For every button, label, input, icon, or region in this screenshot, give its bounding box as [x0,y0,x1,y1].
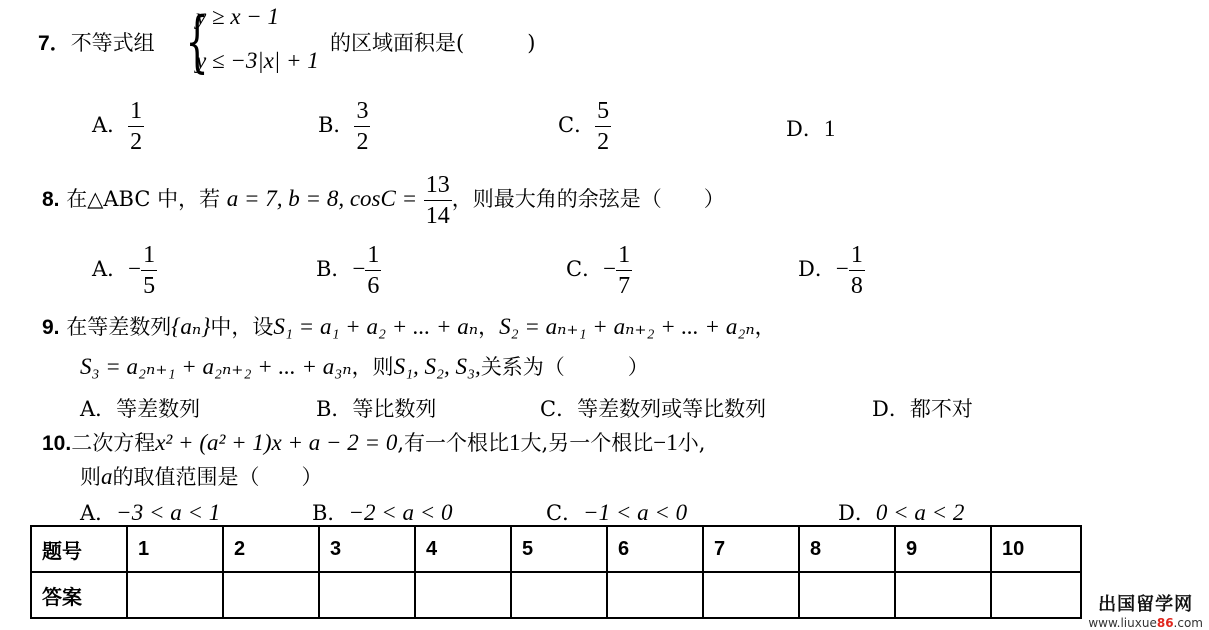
question-9-line-1: 9. 在等差数列{aₙ}中，设S₁ = a₁ + a₂ + ... + aₙ，S₂ = aₙ₊₁ + aₙ₊₂ + ... + a₂ₙ， [42,314,776,339]
table-row [31,572,1081,618]
question-number-cell: 2 [223,526,319,572]
q7-option-b: B． $\frac{3}{2}$ [318,98,369,155]
q9-option-b: B．等比数列 [316,397,437,421]
question-number-cell: 8 [799,526,895,572]
fraction: $\frac{13}{14}$ [425,172,450,229]
answer-cell[interactable] [223,572,319,618]
left-brace-icon: { [185,3,209,80]
table-header-cell: 答案 [31,572,127,618]
sum-set: S₁, S₂, S₃, [393,354,481,379]
fraction: $\frac{5}{2}$ [597,98,610,155]
question-text-after: ，则最大角的余弦是（ ） [451,187,725,211]
sum-s2: S₂ = aₙ₊₁ + aₙ₊₂ + ... + a₂ₙ [499,314,755,339]
question-number-cell: 7 [703,526,799,572]
fraction: $\frac{1}{2}$ [130,98,143,155]
question-number: 9. [42,316,60,339]
inequality-line-1: y ≥ x − 1 [196,4,280,29]
table-row [31,526,1081,572]
answer-cell[interactable] [799,572,895,618]
watermark-title: 出国留学网 [1098,594,1194,615]
question-number-cell: 10 [991,526,1081,572]
q10-option-c: C．−1 < a < 0 [546,500,688,525]
q10-option-b: B．−2 < a < 0 [312,500,453,525]
answer-cell[interactable] [319,572,415,618]
site-watermark [1088,590,1203,630]
q10-option-d: D．0 < a < 2 [838,500,965,525]
q10-option-a: A．−3 < a < 1 [80,500,221,525]
q8-option-c: C．− $\frac{1}{7}$ [566,242,631,299]
question-10-line-1: 10.二次方程x² + (a² + 1)x + a − 2 = 0,有一个根比1大,另一个根比−1小, [42,430,706,455]
equation: x² + (a² + 1)x + a − 2 = 0 [155,430,398,455]
answer-cell[interactable] [511,572,607,618]
question-text-after: 的区域面积是( ) [330,31,536,55]
question-number-cell: 6 [607,526,703,572]
question-number: 8. [42,188,60,211]
question-number-cell: 3 [319,526,415,572]
question-7 [38,30,155,57]
q9-option-d: D．都不对 [872,397,973,421]
fraction: $\frac{1}{7}$ [618,242,631,299]
question-number-cell: 4 [415,526,511,572]
question-10-line-2: 则a的取值范围是（ ） [80,464,323,489]
q9-option-a: A．等差数列 [80,397,201,421]
question-number-cell: 9 [895,526,991,572]
fraction: $\frac{1}{6}$ [367,242,380,299]
answer-cell[interactable] [607,572,703,618]
inequality-line-2: y ≤ −3|x| + 1 [196,48,319,73]
question-number: 10. [42,432,72,455]
answer-table [30,525,1082,619]
question-number-cell: 1 [127,526,223,572]
q8-option-b: B．− $\frac{1}{6}$ [316,242,380,299]
table-header-cell: 题号 [31,526,127,572]
answer-cell[interactable] [895,572,991,618]
watermark-url: www.liuxue86.com [1088,616,1203,630]
question-number-cell: 5 [511,526,607,572]
fraction: $\frac{1}{5}$ [143,242,156,299]
condition-expression: a = 7, b = 8, cosC = [226,186,418,211]
fraction: $\frac{1}{8}$ [850,242,863,299]
question-8 [42,170,725,231]
q7-option-c: C． $\frac{5}{2}$ [558,98,610,155]
q8-option-d: D．− $\frac{1}{8}$ [798,242,863,299]
answer-cell[interactable] [415,572,511,618]
sum-s3: S₃ = a₂ₙ₊₁ + a₂ₙ₊₂ + ... + a₃ₙ [80,354,352,379]
q9-option-c: C．等差数列或等比数列 [540,397,767,421]
question-number: 7． [38,32,71,55]
question-text: 不等式组 [70,31,155,55]
q8-option-a: A．− $\frac{1}{5}$ [92,242,156,299]
fraction: $\frac{3}{2}$ [356,98,369,155]
answer-cell[interactable] [703,572,799,618]
sum-s1: S₁ = a₁ + a₂ + ... + aₙ [273,314,479,339]
question-text: 在△ABC 中，若 [66,187,221,211]
sequence-symbol: {aₙ} [171,314,211,339]
q7-option-a: A． $\frac{1}{2}$ [92,98,143,155]
answer-cell[interactable] [991,572,1081,618]
q7-option-d: D．1 [786,116,836,141]
question-9-line-2: S₃ = a₂ₙ₊₁ + a₂ₙ₊₂ + ... + a₃ₙ，则S₁, S₂, S₃,关系为（ ） [80,354,649,379]
answer-cell[interactable] [127,572,223,618]
